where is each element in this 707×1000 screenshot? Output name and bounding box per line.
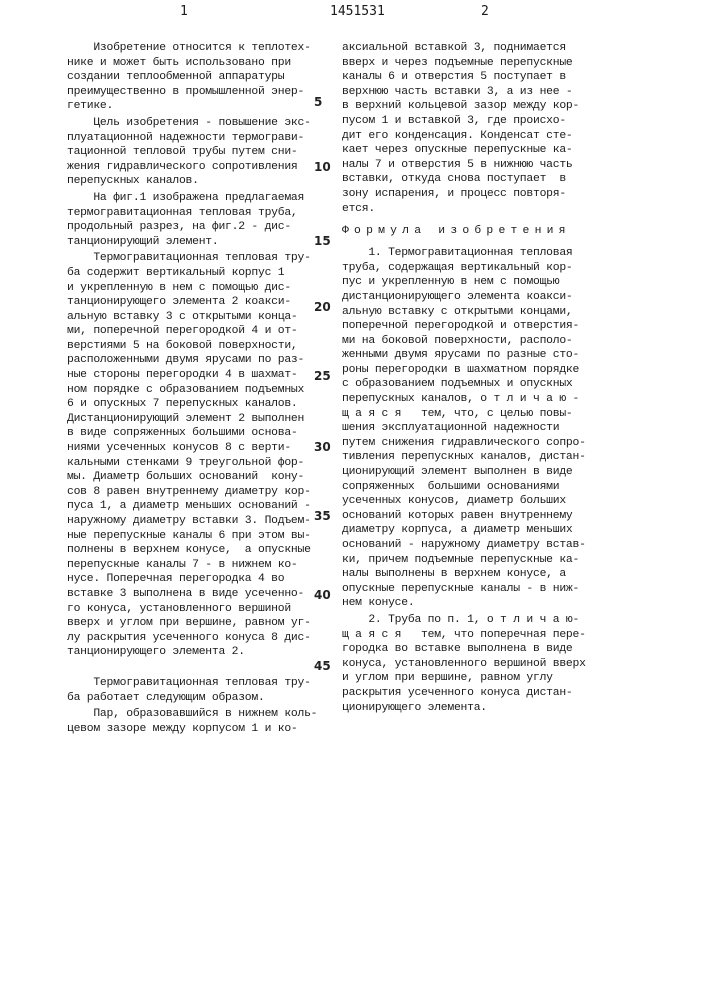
- text-line: путем снижения гидравлического сопро-: [342, 436, 612, 451]
- text-line: гетике.: [67, 99, 329, 114]
- text-line: мы. Диаметр больших оснований кону-: [67, 470, 329, 485]
- text-line: щ а я с я тем, что поперечная пере-: [342, 628, 612, 643]
- text-line: в верхний кольцевой зазор между кор-: [342, 99, 612, 114]
- text-line: продольный разрез, на фиг.2 - дис-: [67, 220, 329, 235]
- text-line: пус и укрепленную в нем с помощью: [342, 275, 612, 290]
- paragraph: [67, 41, 329, 114]
- paragraph: [342, 246, 612, 611]
- text-line: жения гидравлического сопротивления: [67, 160, 329, 175]
- text-line: танционирующий элемент.: [67, 235, 329, 250]
- text-line: с образованием подъемных и опускных: [342, 377, 612, 392]
- text-line: лу раскрытия усеченного конуса 8 дис-: [67, 631, 329, 646]
- text-line: преимущественно в промышленной энер-: [67, 85, 329, 100]
- right-column: [342, 41, 612, 717]
- left-column: [67, 41, 329, 738]
- text-line: Термогравитационная тепловая тру-: [67, 251, 329, 266]
- line-number: 45: [314, 659, 331, 673]
- text-line: полнены в верхнем конусе, а опускные: [67, 543, 329, 558]
- text-line: оснований - наружному диаметру встав-: [342, 538, 612, 553]
- text-line: Дистанционирующий элемент 2 выполнен: [67, 412, 329, 427]
- text-line: кальными стенками 9 треугольной фор-: [67, 456, 329, 471]
- text-line: го конуса, установленного вершиной: [67, 602, 329, 617]
- text-line: ми, поперечной перегородкой 4 и от-: [67, 324, 329, 339]
- text-line: Пар, образовавшийся в нижнем коль-: [67, 707, 329, 722]
- text-line: налы 7 и отверстия 5 в нижнюю часть: [342, 158, 612, 173]
- text-line: ки, причем подъемные перепускные ка-: [342, 553, 612, 568]
- line-number: 5: [314, 95, 322, 109]
- text-line: создании теплообменной аппаратуры: [67, 70, 329, 85]
- text-line: 2. Труба по п. 1, о т л и ч а ю-: [342, 613, 612, 628]
- text-line: нике и может быть использовано при: [67, 56, 329, 71]
- paragraph: [67, 707, 329, 736]
- text-line: аксиальной вставкой 3, поднимается: [342, 41, 612, 56]
- text-line: раскрытия усеченного конуса дистан-: [342, 686, 612, 701]
- text-line: труба, содержащая вертикальный кор-: [342, 261, 612, 276]
- text-line: 6 и опускных 7 перепускных каналов.: [67, 397, 329, 412]
- patent-number: 1451531: [330, 4, 385, 19]
- text-line: усеченных конусов, диаметр больших: [342, 494, 612, 509]
- text-line: щ а я с я тем, что, с целью повы-: [342, 407, 612, 422]
- text-line: дит его конденсация. Конденсат сте-: [342, 129, 612, 144]
- text-line: налы выполнены в верхнем конусе, а: [342, 567, 612, 582]
- section-title: Формула изобретения: [342, 225, 612, 237]
- line-number: 20: [314, 300, 331, 314]
- text-line: ционирующего элемента.: [342, 701, 612, 716]
- text-line: перепускных каналов, о т л и ч а ю -: [342, 392, 612, 407]
- text-line: расположенными двумя ярусами по раз-: [67, 353, 329, 368]
- line-number: 15: [314, 234, 331, 248]
- text-line: На фиг.1 изображена предлагаемая: [67, 191, 329, 206]
- text-line: перепускных каналов.: [67, 174, 329, 189]
- line-number: 35: [314, 509, 331, 523]
- text-line: кает через опускные перепускные ка-: [342, 143, 612, 158]
- line-number: 25: [314, 369, 331, 383]
- text-line: поперечной перегородкой и отверстия-: [342, 319, 612, 334]
- text-line: вставке 3 выполнена в виде усеченно-: [67, 587, 329, 602]
- text-line: ниями усеченных конусов 8 с верти-: [67, 441, 329, 456]
- line-number: 40: [314, 588, 331, 602]
- text-line: нусе. Поперечная перегородка 4 во: [67, 572, 329, 587]
- text-line: пуса 1, а диаметр меньших оснований -: [67, 499, 329, 514]
- text-line: ные перепускные каналы 6 при этом вы-: [67, 529, 329, 544]
- text-line: тационной тепловой трубы путем сни-: [67, 145, 329, 160]
- text-line: Изобретение относится к теплотех-: [67, 41, 329, 56]
- text-line: сопряженных большими основаниями: [342, 480, 612, 495]
- line-number: 10: [314, 160, 331, 174]
- text-line: цевом зазоре между корпусом 1 и ко-: [67, 722, 329, 737]
- text-line: альную вставку с открытыми концами,: [342, 305, 612, 320]
- paragraph: [67, 676, 329, 705]
- text-line: плуатационной надежности термограви-: [67, 131, 329, 146]
- text-line: ется.: [342, 202, 612, 217]
- line-number: 30: [314, 440, 331, 454]
- text-line: и укрепленную в нем с помощью дис-: [67, 281, 329, 296]
- paragraph: [67, 116, 329, 189]
- text-line: 1. Термогравитационная тепловая: [342, 246, 612, 261]
- text-line: Цель изобретения - повышение экс-: [67, 116, 329, 131]
- text-line: шения эксплуатационной надежности: [342, 421, 612, 436]
- text-line: зону испарения, и процесс повторя-: [342, 187, 612, 202]
- text-line: танционирующего элемента 2 коакси-: [67, 295, 329, 310]
- text-line: Термогравитационная тепловая тру-: [67, 676, 329, 691]
- text-line: в виде сопряженных большими основа-: [67, 426, 329, 441]
- text-line: сов 8 равен внутреннему диаметру кор-: [67, 485, 329, 500]
- text-line: нем конусе.: [342, 596, 612, 611]
- text-line: вверх и углом при вершине, равном уг-: [67, 616, 329, 631]
- text-line: опускные перепускные каналы - в ниж-: [342, 582, 612, 597]
- text-line: городка во вставке выполнена в виде: [342, 642, 612, 657]
- text-line: дистанционирующего элемента коакси-: [342, 290, 612, 305]
- text-line: пусом 1 и вставкой 3, где происхо-: [342, 114, 612, 129]
- text-line: и углом при вершине, равном углу: [342, 671, 612, 686]
- text-line: наружному диаметру вставки 3. Подъем-: [67, 514, 329, 529]
- text-line: танционирующего элемента 2.: [67, 645, 329, 660]
- right-page-number: 2: [481, 4, 489, 19]
- text-line: ба содержит вертикальный корпус 1: [67, 266, 329, 281]
- text-line: вставки, откуда снова поступает в: [342, 172, 612, 187]
- text-line: диаметру корпуса, а диаметр меньших: [342, 523, 612, 538]
- text-line: верстиями 5 на боковой поверхности,: [67, 339, 329, 354]
- text-line: верхнюю часть вставки 3, а из нее -: [342, 85, 612, 100]
- text-line: каналы 6 и отверстия 5 поступает в: [342, 70, 612, 85]
- left-page-number: 1: [180, 4, 188, 19]
- text-line: термогравитационная тепловая труба,: [67, 206, 329, 221]
- text-line: ми на боковой поверхности, располо-: [342, 334, 612, 349]
- text-line: перепускные каналы 7 - в нижнем ко-: [67, 558, 329, 573]
- text-line: ном порядке с образованием подъемных: [67, 383, 329, 398]
- text-line: ба работает следующим образом.: [67, 691, 329, 706]
- paragraph: [342, 41, 612, 216]
- text-line: роны перегородки в шахматном порядке: [342, 363, 612, 378]
- text-line: альную вставку 3 с открытыми конца-: [67, 310, 329, 325]
- text-line: оснований которых равен внутреннему: [342, 509, 612, 524]
- text-line: тивления перепускных каналов, дистан-: [342, 450, 612, 465]
- text-line: женными двумя ярусами по разные сто-: [342, 348, 612, 363]
- paragraph: [67, 191, 329, 249]
- text-line: вверх и через подъемные перепускные: [342, 56, 612, 71]
- text-line: конуса, установленного вершиной вверх: [342, 657, 612, 672]
- text-line: ционирующий элемент выполнен в виде: [342, 465, 612, 480]
- paragraph: [342, 613, 612, 715]
- paragraph: [67, 251, 329, 660]
- text-line: ные стороны перегородки 4 в шахмат-: [67, 368, 329, 383]
